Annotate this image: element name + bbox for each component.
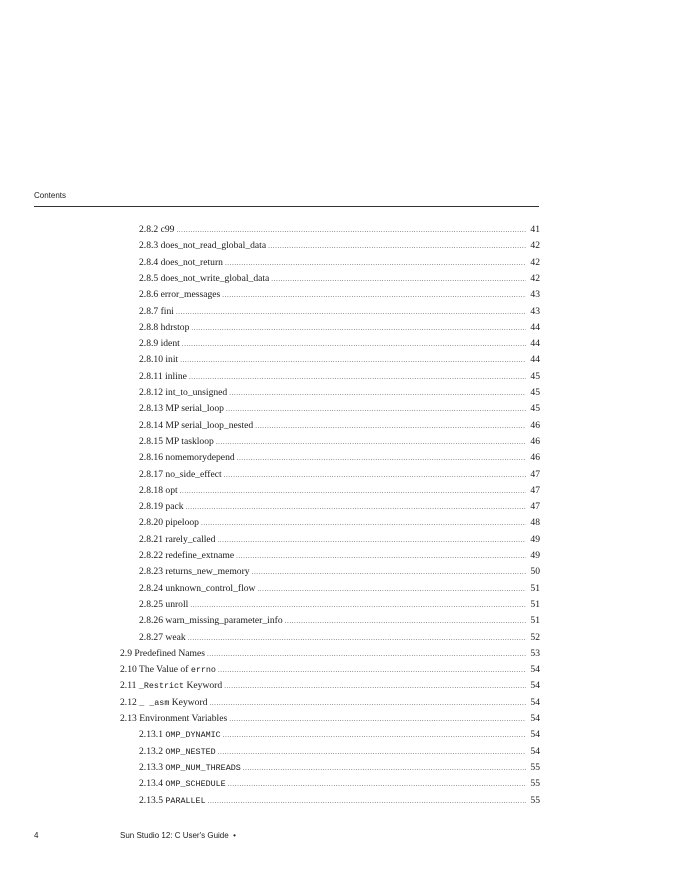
toc-entry-title: does_not_return <box>160 256 223 268</box>
toc-entry[interactable] <box>139 434 540 450</box>
toc-entry-label <box>139 630 186 646</box>
toc-entry[interactable] <box>139 450 540 466</box>
toc-entry-number: 2.8.24 <box>139 582 163 594</box>
toc-leader-dots <box>228 776 526 792</box>
toc-leader-dots <box>252 564 526 580</box>
toc-entry-page: 53 <box>530 647 540 659</box>
toc-entry-label <box>139 450 235 466</box>
toc-entry[interactable] <box>139 222 540 238</box>
toc-entry-number: 2.8.14 <box>139 419 163 431</box>
toc-entry-number: 2.8.16 <box>139 452 163 464</box>
toc-entry-page: 47 <box>530 484 540 496</box>
toc-entry-title: Predefined Names <box>134 647 206 659</box>
toc-entry-page: 43 <box>530 305 540 317</box>
toc-entry[interactable] <box>139 499 540 515</box>
toc-leader-dots <box>207 646 526 662</box>
toc-entry-number: 2.8.8 <box>139 321 159 333</box>
toc-entry-page: 54 <box>530 745 540 757</box>
toc-entry-label <box>139 222 174 238</box>
toc-leader-dots <box>229 385 526 401</box>
toc-entry[interactable] <box>120 711 540 727</box>
toc-entry-number: 2.13.2 <box>139 745 163 757</box>
toc-entry-number: 2.13.1 <box>139 729 163 741</box>
toc-entry-title: int_to_unsigned <box>165 387 228 398</box>
toc-entry[interactable] <box>139 352 540 368</box>
toc-entry[interactable] <box>139 760 540 776</box>
toc-entry-page: 54 <box>530 680 540 692</box>
toc-entry-title: OMP_NESTED <box>165 746 216 757</box>
footer-bullet: • <box>233 831 236 840</box>
toc-leader-dots <box>268 238 526 254</box>
toc-entry-page: 55 <box>530 761 540 773</box>
toc-entry-page: 46 <box>530 435 540 447</box>
toc-entry-label <box>120 695 207 711</box>
toc-entry-page: 54 <box>530 729 540 741</box>
toc-entry-title: nomemorydepend <box>165 452 235 464</box>
toc-entry-title: weak <box>165 631 186 643</box>
toc-entry[interactable] <box>139 483 540 499</box>
toc-entry-label <box>139 727 221 743</box>
toc-entry-number: 2.11 <box>120 680 137 692</box>
toc-entry-label <box>139 744 216 760</box>
toc-leader-dots <box>209 695 526 711</box>
toc-entry-label <box>139 369 187 385</box>
toc-entry-title: unknown_control_flow <box>165 582 256 594</box>
toc-entry-label <box>139 597 188 613</box>
toc-leader-dots <box>216 434 526 450</box>
toc-entry-number: 2.13.5 <box>139 794 163 806</box>
toc-entry-page: 44 <box>530 354 540 366</box>
toc-entry-label <box>139 255 223 271</box>
toc-entry-title: returns_new_memory <box>165 566 250 578</box>
toc-entry-title: error_messages <box>160 289 221 301</box>
toc-entry[interactable] <box>139 744 540 760</box>
toc-entry-page: 51 <box>530 582 540 594</box>
toc-entry-number: 2.8.25 <box>139 598 163 610</box>
toc-entry-label <box>139 613 283 629</box>
toc-entry-label <box>120 646 205 662</box>
toc-leader-dots <box>180 483 526 499</box>
toc-entry-number: 2.8.19 <box>139 501 163 513</box>
toc-entry[interactable] <box>139 287 540 303</box>
toc-entry-page: 42 <box>530 256 540 268</box>
toc-entry-page: 41 <box>530 224 540 235</box>
toc-entry-page: 54 <box>530 696 540 708</box>
toc-entry-page: 49 <box>530 550 540 561</box>
toc-entry-page: 55 <box>530 794 540 806</box>
toc-leader-dots <box>285 613 526 629</box>
toc-entry-page: 45 <box>530 403 540 415</box>
toc-entry-title: OMP_DYNAMIC <box>165 730 221 741</box>
toc-entry-page: 55 <box>530 778 540 790</box>
toc-entry-title: ident <box>160 338 180 350</box>
toc-entry-title: MP taskloop <box>165 435 214 447</box>
toc-entry-label <box>139 581 255 597</box>
toc-entry-title: redefine_extname <box>165 550 235 561</box>
toc-leader-dots <box>222 287 526 303</box>
toc-leader-dots <box>180 352 526 368</box>
toc-entry-number: 2.12 <box>120 696 137 708</box>
toc-leader-dots <box>243 760 526 776</box>
toc-entry-label <box>120 711 227 727</box>
toc-entry[interactable] <box>139 613 540 629</box>
footer-book-title-text: Sun Studio 12: C User's Guide <box>120 831 229 840</box>
toc-leader-dots <box>218 662 526 678</box>
toc-leader-dots <box>191 320 526 336</box>
toc-entry[interactable] <box>139 401 540 417</box>
toc-entry-page: 46 <box>530 452 540 464</box>
toc-leader-dots <box>223 727 526 743</box>
toc-entry-label <box>139 238 266 254</box>
toc-entry-page: 48 <box>530 517 540 529</box>
toc-entry-number: 2.13 <box>120 713 137 724</box>
running-head-title: Contents <box>34 191 67 200</box>
toc-leader-dots <box>218 744 526 760</box>
toc-entry-page: 45 <box>530 370 540 382</box>
toc-entry-page: 49 <box>530 533 540 545</box>
toc-entry-label <box>139 401 224 417</box>
toc-entry[interactable] <box>139 532 540 548</box>
toc-entry-number: 2.8.10 <box>139 354 163 366</box>
toc-entry-label <box>139 793 206 809</box>
toc-entry-page: 47 <box>530 501 540 513</box>
toc-entry-number: 2.8.27 <box>139 631 163 643</box>
toc-entry-title: no_side_effect <box>165 468 222 480</box>
toc-entry-title: hdrstop <box>160 321 190 333</box>
toc-entry-number: 2.8.9 <box>139 338 159 350</box>
toc-entry-label <box>139 532 215 548</box>
toc-entry-page: 52 <box>530 631 540 643</box>
toc-entry-number: 2.8.22 <box>139 550 163 561</box>
toc-leader-dots <box>237 450 526 466</box>
toc-entry-title: does_not_write_global_data <box>160 272 270 284</box>
toc-entry-label <box>139 760 241 776</box>
toc-entry-title: init <box>165 354 179 366</box>
toc-entry-title: _ _asm <box>139 697 170 708</box>
toc-entry-title: MP serial_loop_nested <box>165 419 254 431</box>
toc-entry-label <box>139 385 227 401</box>
toc-entry[interactable] <box>139 271 540 287</box>
toc-entry[interactable] <box>139 467 540 483</box>
toc-entry-title: _Restrict <box>138 681 185 692</box>
toc-entry-label <box>139 467 222 483</box>
toc-entry-number: 2.9 <box>120 647 132 659</box>
toc-entry-label <box>139 304 174 320</box>
toc-leader-dots <box>229 711 526 727</box>
toc-entry-number: 2.8.15 <box>139 435 163 447</box>
toc-entry-title: inline <box>165 370 187 382</box>
toc-entry-number: 2.8.5 <box>139 272 159 284</box>
toc-entry-title: PARALLEL <box>165 795 206 806</box>
toc-leader-dots <box>224 678 526 694</box>
toc-entry-number: 2.8.2 <box>139 224 159 235</box>
toc-entry-title: OMP_SCHEDULE <box>165 779 226 790</box>
toc-entry-number: 2.8.23 <box>139 566 163 578</box>
toc-entry-number: 2.8.11 <box>139 370 163 382</box>
toc-entry-page: 51 <box>530 615 540 627</box>
toc-entry-page: 44 <box>530 321 540 333</box>
toc-entry-number: 2.8.12 <box>139 387 163 398</box>
toc-entry-number: 2.13.4 <box>139 778 163 790</box>
toc-entry-title: c99 <box>160 224 175 235</box>
toc-entry-label <box>139 776 226 792</box>
toc-entry-title: MP serial_loop <box>165 403 224 415</box>
toc-entry-title: Environment Variables <box>139 713 228 724</box>
toc-entry-title: does_not_read_global_data <box>160 240 267 252</box>
toc-leader-dots <box>188 630 526 646</box>
toc-entry-page: 42 <box>530 240 540 252</box>
toc-entry-label <box>139 320 189 336</box>
toc-entry[interactable] <box>139 336 540 352</box>
toc-entry-label <box>139 336 180 352</box>
toc-entry-number: 2.10 <box>120 664 137 676</box>
toc-entry-title: warn_missing_parameter_info <box>165 615 283 627</box>
toc-entry-number: 2.8.18 <box>139 484 163 496</box>
toc-entry-title: rarely_called <box>165 533 216 545</box>
toc-leader-dots <box>224 467 526 483</box>
toc-entry-page: 44 <box>530 338 540 350</box>
toc-entry-page: 47 <box>530 468 540 480</box>
toc-entry-label <box>139 548 234 564</box>
toc-entry[interactable] <box>139 418 540 434</box>
toc-entry-label <box>139 483 178 499</box>
toc-entry-label <box>139 352 178 368</box>
toc-leader-dots <box>176 304 526 320</box>
toc-leader-dots <box>217 532 526 548</box>
toc-entry-page: 54 <box>530 664 540 676</box>
toc-entry[interactable] <box>139 238 540 254</box>
toc-entry-title: pack <box>165 501 184 513</box>
toc-entry[interactable] <box>139 255 540 271</box>
toc-entry-title: opt <box>165 484 178 496</box>
toc-leader-dots <box>182 336 526 352</box>
toc-entry[interactable] <box>139 597 540 613</box>
toc-leader-dots <box>225 255 526 271</box>
toc-entry-label <box>139 515 199 531</box>
toc-entry-title: errno <box>190 665 216 676</box>
toc-entry-label <box>139 287 220 303</box>
toc-entry[interactable] <box>139 630 540 646</box>
toc-entry-page: 45 <box>530 387 540 398</box>
toc-entry-page: 43 <box>530 289 540 301</box>
toc-entry[interactable] <box>139 776 540 792</box>
toc-entry[interactable] <box>139 515 540 531</box>
toc-entry[interactable] <box>139 793 540 809</box>
toc-entry-number: 2.8.3 <box>139 240 159 252</box>
toc-entry[interactable] <box>120 695 540 711</box>
toc-entry-page: 54 <box>530 713 540 724</box>
toc-leader-dots <box>257 581 526 597</box>
toc-entry[interactable] <box>139 581 540 597</box>
footer-page-number: 4 <box>34 831 39 840</box>
toc-entry[interactable] <box>120 646 540 662</box>
toc-entry-label <box>120 662 216 678</box>
toc-entry-label <box>139 418 253 434</box>
toc-entry[interactable] <box>120 662 540 678</box>
toc-entry[interactable] <box>139 564 540 580</box>
toc-entry-number: 2.8.7 <box>139 305 159 317</box>
toc-entry-label <box>139 499 184 515</box>
toc-leader-dots <box>189 369 526 385</box>
toc-entry-page: 50 <box>530 566 540 578</box>
header-rule <box>34 206 539 207</box>
toc-entry-number: 2.8.20 <box>139 517 163 529</box>
toc-entry-page: 42 <box>530 272 540 284</box>
toc-leader-dots <box>208 793 526 809</box>
toc-entry[interactable] <box>139 304 540 320</box>
toc-entry[interactable] <box>139 727 540 743</box>
toc-entry-label <box>139 271 269 287</box>
toc-entry-title: The Value of <box>139 664 191 676</box>
toc-entry[interactable] <box>139 385 540 401</box>
toc-entry[interactable] <box>139 369 540 385</box>
toc-leader-dots <box>226 401 526 417</box>
toc-entry-number: 2.8.17 <box>139 468 163 480</box>
toc-entry[interactable] <box>120 678 540 694</box>
toc-entry-title: fini <box>160 305 174 317</box>
toc-entry-number: 2.8.26 <box>139 615 163 627</box>
toc-leader-dots <box>236 548 526 564</box>
toc-entry-number: 2.8.6 <box>139 289 159 301</box>
toc-entry-title: Keyword <box>169 696 208 708</box>
footer-book-title <box>120 831 236 840</box>
toc-entry-title: OMP_NUM_THREADS <box>165 762 241 773</box>
toc-entry-number: 2.8.4 <box>139 256 159 268</box>
toc-leader-dots <box>190 597 526 613</box>
toc-entry-title: pipeloop <box>165 517 199 529</box>
toc-leader-dots <box>271 271 526 287</box>
toc-entry-label <box>120 678 222 694</box>
toc-entry-number: 2.8.21 <box>139 533 163 545</box>
toc-entry-label <box>139 564 250 580</box>
toc-leader-dots <box>186 499 526 515</box>
toc-entry[interactable] <box>139 320 540 336</box>
toc-leader-dots <box>255 418 526 434</box>
toc-entry[interactable] <box>139 548 540 564</box>
toc-entry-title: Keyword <box>184 680 223 692</box>
toc-leader-dots <box>176 222 526 238</box>
toc-entry-label <box>139 434 214 450</box>
toc-entry-page: 51 <box>530 598 540 610</box>
toc-entry-number: 2.13.3 <box>139 761 163 773</box>
toc-entry-title: unroll <box>165 598 189 610</box>
toc-leader-dots <box>201 515 526 531</box>
toc-entry-number: 2.8.13 <box>139 403 163 415</box>
toc-entry-page: 46 <box>530 419 540 431</box>
